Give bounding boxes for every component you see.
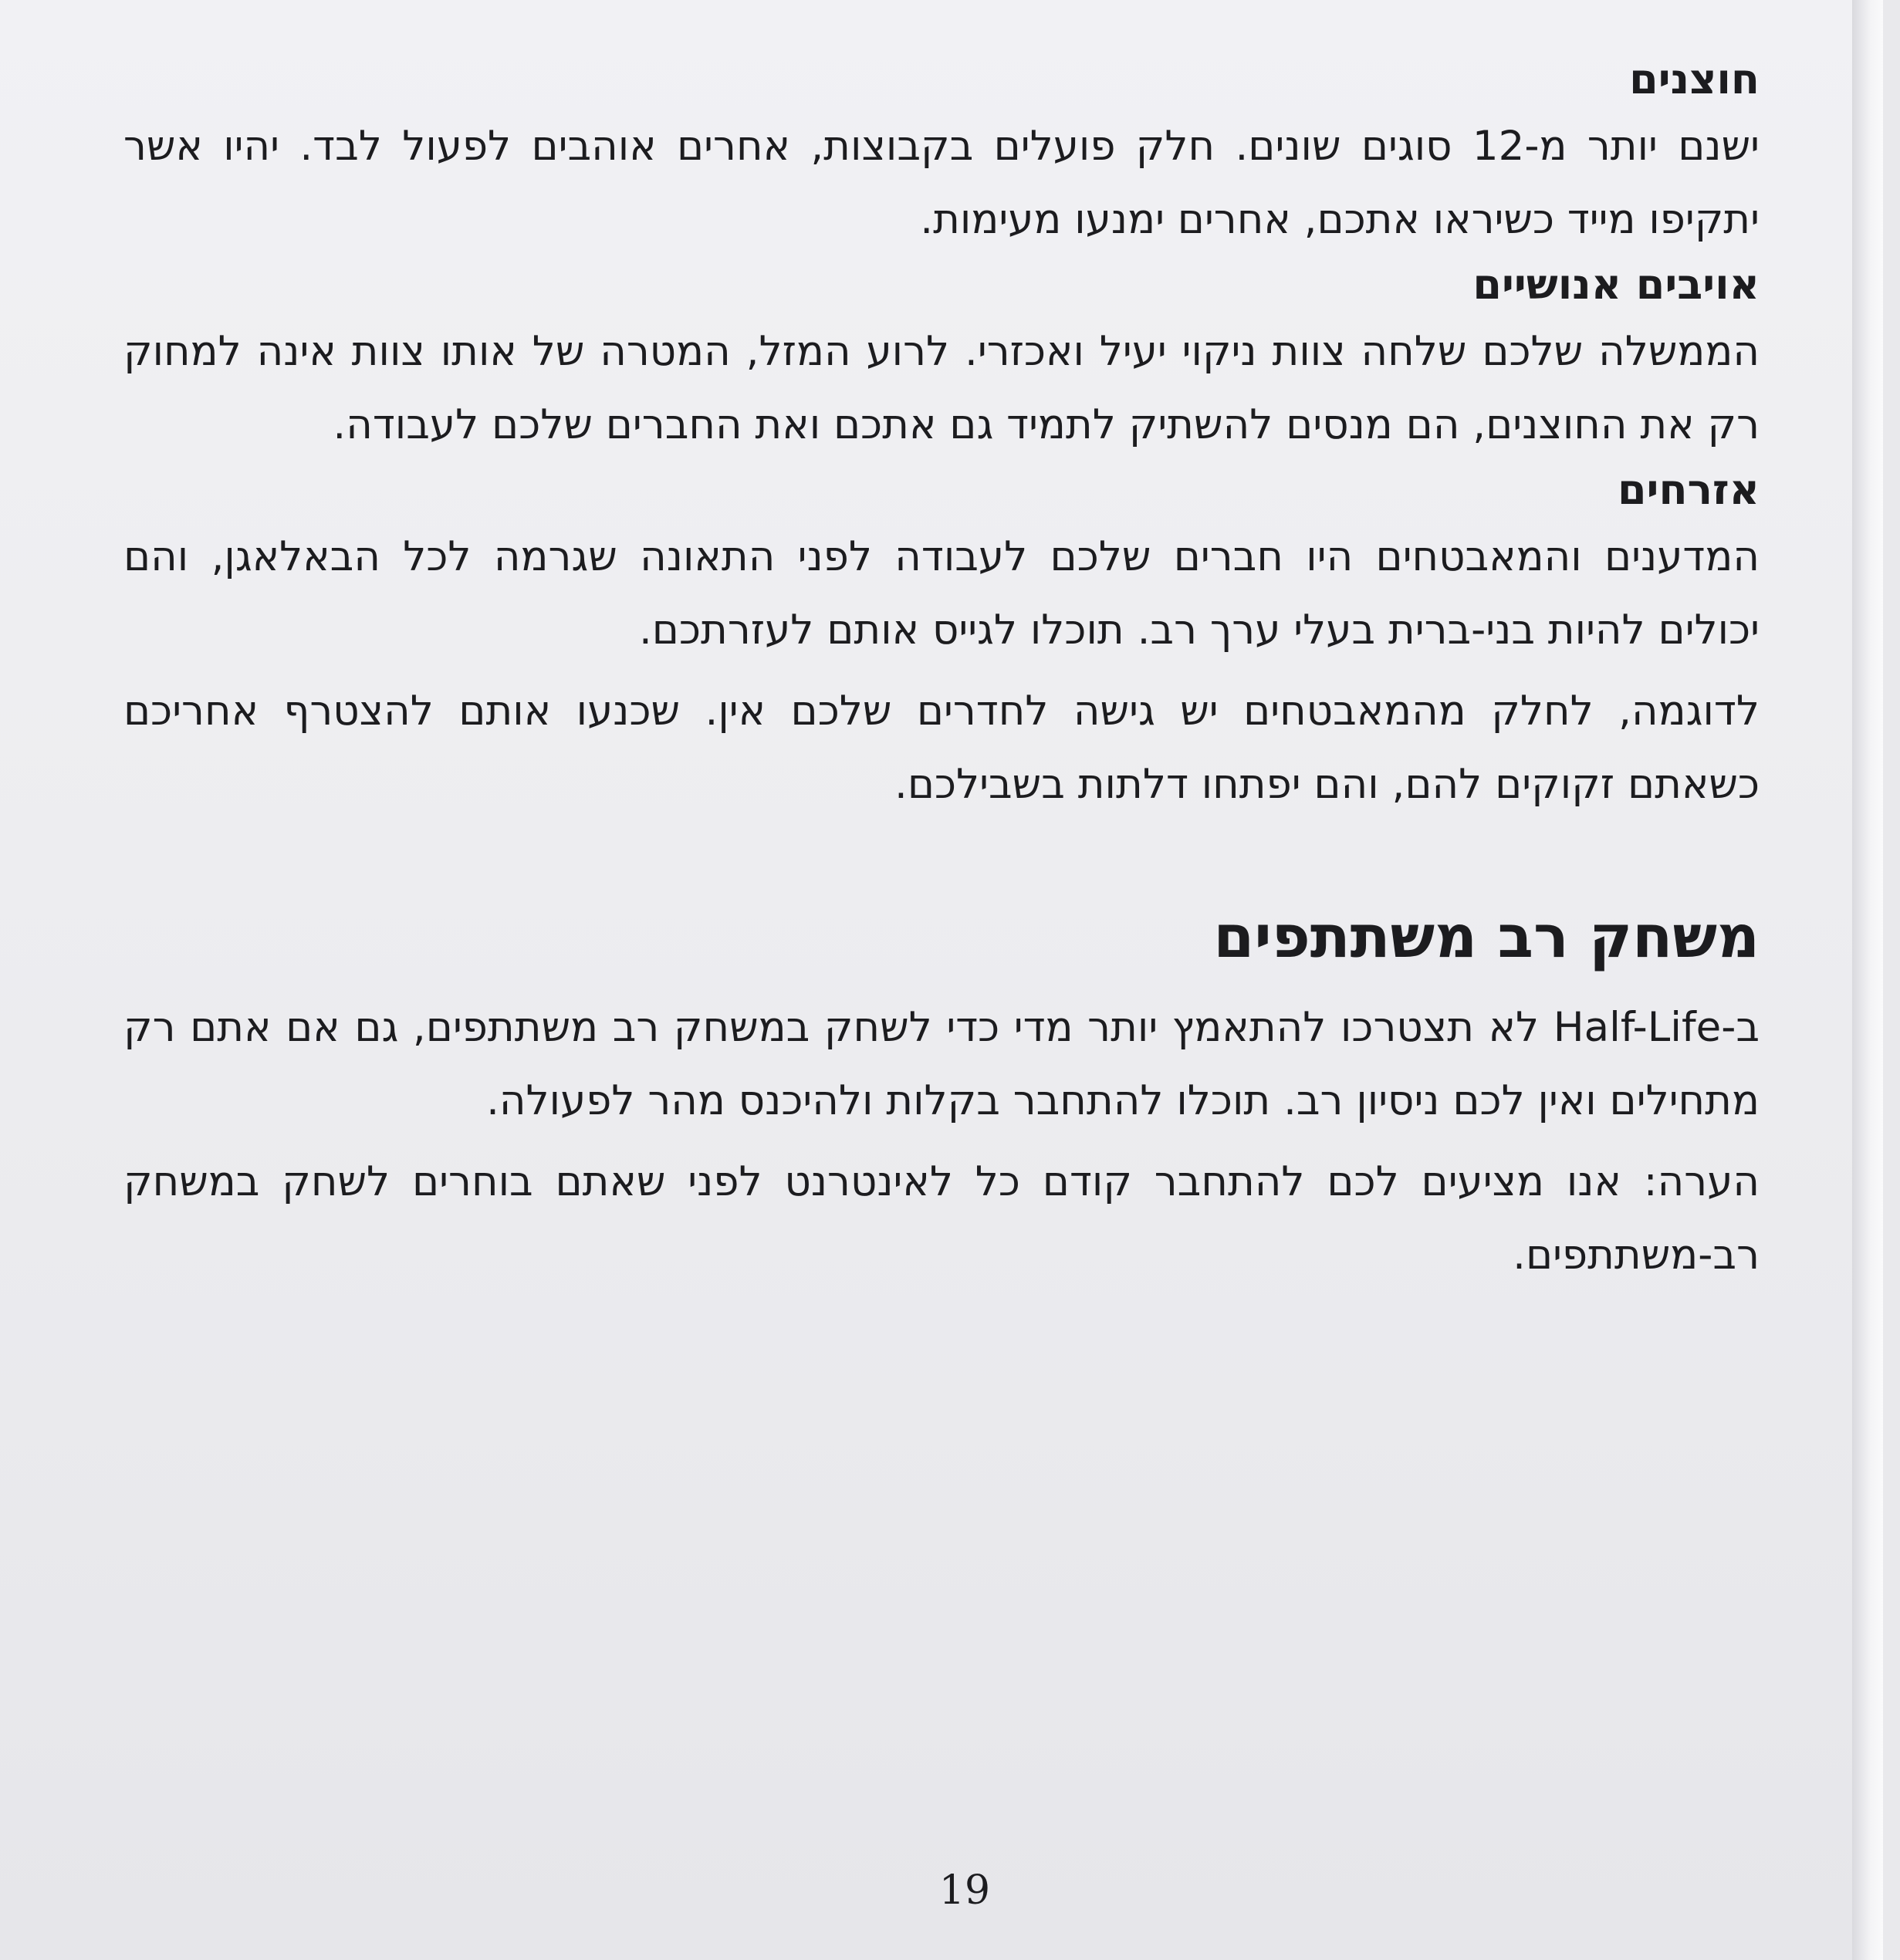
heading-civilians: אזרחים [1617,465,1760,514]
paragraph-aliens: ישנם יותר מ-12 סוגים שונים. חלק פועלים בקבוצות, אחרים אוהבים לפעול לבד. יהיו אשר יתקיפו מייד כשיראו אתכם, אחרים ימנעו מעימות. [123,123,1760,243]
paragraph-multiplayer-1: ב-Half-Life לא תצטרכו להתאמץ יותר מדי כדי לשחק במשחק רב משתתפים, גם אם אתם רק מתחילים ואין לכם ניסיון רב. תוכלו להתחבר בקלות ולהיכנס מהר לפעולה. [123,1004,1760,1124]
page-content [123,54,1760,1292]
paragraph-civilians-1: המדענים והמאבטחים היו חברים שלכם לעבודה לפני התאונה שגרמה לכל הבאלאגן, והם יכולים להיות בני-ברית בעלי ערך רב. תוכלו לגייס אותם לעזרתכם. [123,533,1760,654]
heading-aliens: חוצנים [1629,55,1760,103]
page-number: 19 [938,1867,991,1914]
multiplayer-title: משחק רב משתתפים [1213,902,1760,971]
paragraph-civilians-2: לדוגמה, לחלק מהמאבטחים יש גישה לחדרים שלכם אין. שכנעו אותם להצטרף אחריכם כשאתם זקוקים להם, והם יפתחו דלתות בשבילכם. [123,688,1760,808]
heading-human-enemies: אויבים אנושיים [1472,260,1760,309]
page-edge [1852,0,1883,1960]
paragraph-human-enemies: הממשלה שלכם שלחה צוות ניקוי יעיל ואכזרי. לרוע המזל, המטרה של אותו צוות אינה למחוק רק את החוצנים, הם מנסים להשתיק לתמיד גם אתכם ואת החברים שלכם לעבודה. [123,328,1760,448]
paragraph-multiplayer-note: הערה: אנו מציעים לכם להתחבר קודם כל לאינטרנט לפני שאתם בוחרים לשחק במשחק רב-משתתפים. [123,1158,1760,1279]
